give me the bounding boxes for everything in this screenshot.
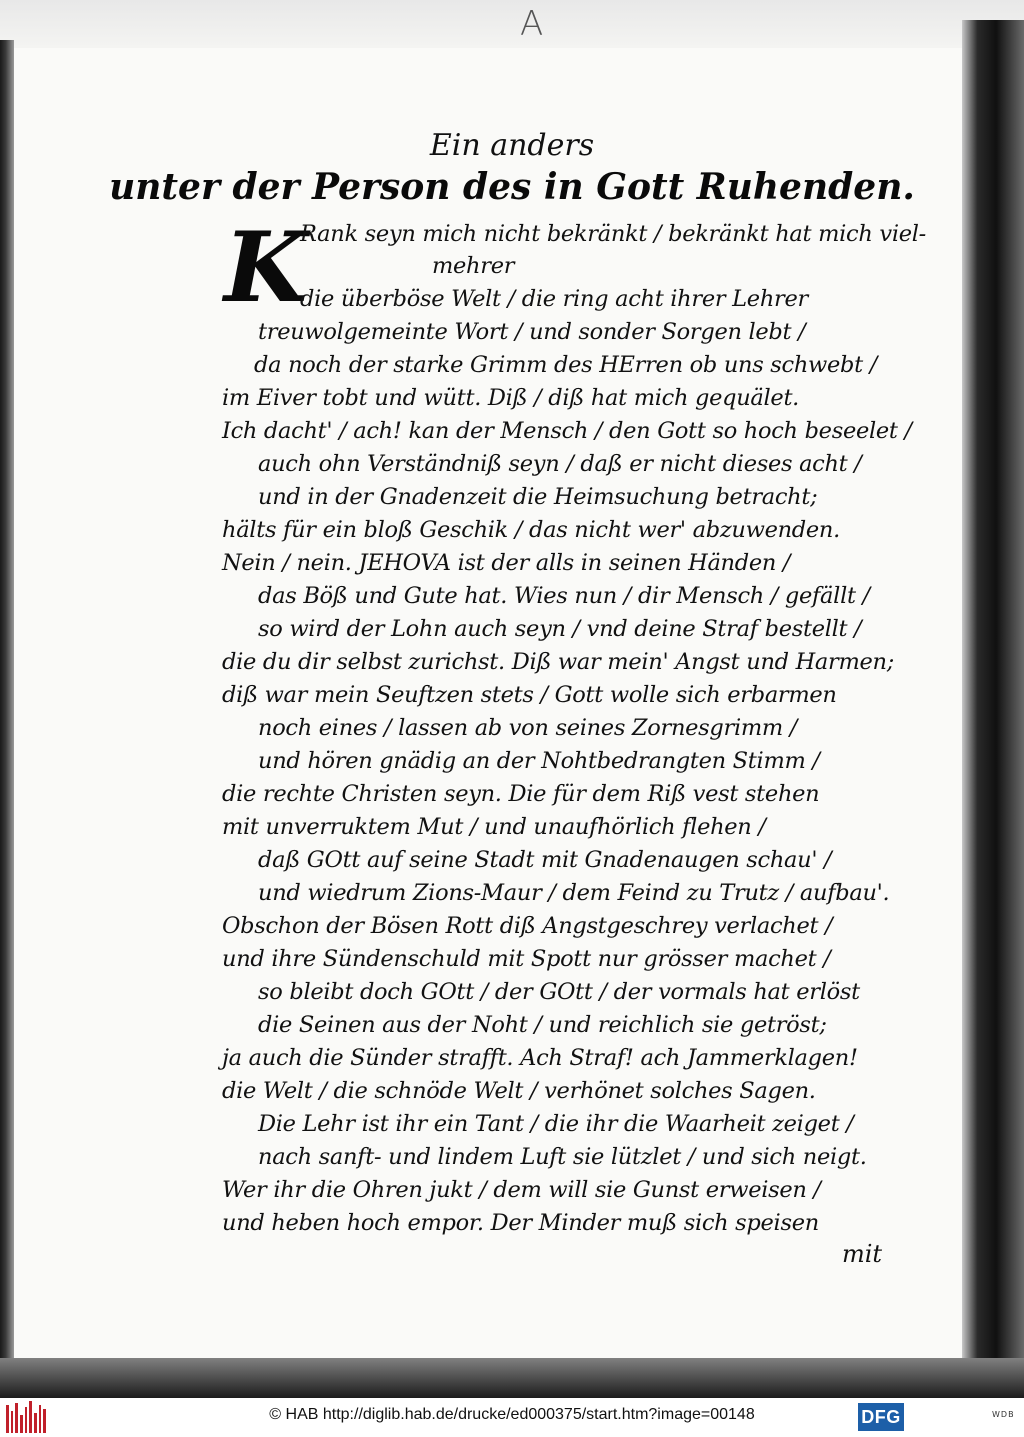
- poem-line: diß war mein Seuftzen stets / Gott wolle sich erbarmen: [222, 682, 837, 708]
- signature-mark: A: [520, 4, 544, 44]
- poem-line: die du dir selbst zurichst. Diß war mein' Angst und Harmen;: [222, 649, 895, 675]
- poem-line: Die Lehr ist ihr ein Tant / die ihr die Waarheit zeiget /: [258, 1111, 854, 1137]
- poem-line: so wird der Lohn auch seyn / vnd deine Straf bestellt /: [258, 616, 862, 642]
- poem-line: Rank seyn mich nicht bekränkt / bekränkt hat mich viel-: [300, 221, 926, 247]
- poem-line: die Welt / die schnöde Welt / verhönet solches Sagen.: [222, 1078, 816, 1104]
- poem-line: treuwolgemeinte Wort / und sonder Sorgen lebt /: [258, 319, 806, 345]
- poem-line: Ich dacht' / ach! kan der Mensch / den Gott so hoch beseelet /: [222, 418, 912, 444]
- drop-cap-initial: K: [224, 211, 308, 324]
- poem-line: hälts für ein bloß Geschik / das nicht wer' abzuwenden.: [222, 517, 840, 543]
- poem-line: da noch der starke Grimm des HErren ob uns schwebt /: [254, 352, 877, 378]
- poem-line: Nein / nein. JEHOVA ist der alls in seinen Händen /: [222, 550, 791, 576]
- poem-line: ja auch die Sünder strafft. Ach Straf! ach Jammerklagen!: [222, 1045, 858, 1071]
- poem-line: und wiedrum Zions-Maur / dem Feind zu Trutz / aufbau'.: [258, 880, 890, 906]
- poem-line: und hören gnädig an der Nohtbedrangten Stimm /: [258, 748, 820, 774]
- poem-line: und ihre Sündenschuld mit Spott nur grösser machet /: [222, 946, 831, 972]
- poem-line: Obschon der Bösen Rott diß Angstgeschrey verlachet /: [222, 913, 833, 939]
- poem-line: daß GOtt auf seine Stadt mit Gnadenaugen schau' /: [258, 847, 832, 873]
- poem-line: auch ohn Verständniß seyn / daß er nicht dieses acht /: [258, 451, 862, 477]
- scan-left-edge: [0, 40, 14, 1360]
- poem-heading-line1: Ein anders: [429, 128, 595, 163]
- wdb-label: WDB: [992, 1410, 1015, 1419]
- scan-bottom-edge: [0, 1358, 1024, 1398]
- footer-bar: [0, 1398, 1024, 1437]
- poem-line: die Seinen aus der Noht / und reichlich sie getröst;: [258, 1012, 827, 1038]
- scan-top-edge: [0, 0, 1024, 48]
- poem-line: mehrer: [432, 253, 515, 279]
- dfg-logo: DFG: [858, 1403, 904, 1431]
- poem-line: und in der Gnadenzeit die Heimsuchung betracht;: [258, 484, 818, 510]
- poem-line: das Böß und Gute hat. Wies nun / dir Mensch / gefällt /: [258, 583, 870, 609]
- poem-line: noch eines / lassen ab von seines Zornesgrimm /: [258, 715, 798, 741]
- poem-line: im Eiver tobt und wütt. Diß / diß hat mich gequälet.: [222, 385, 800, 411]
- poem-line: die rechte Christen seyn. Die für dem Riß vest stehen: [222, 781, 820, 807]
- catchword: mit: [842, 1240, 883, 1268]
- poem-line: nach sanft- und lindem Luft sie lützlet / und sich neigt.: [258, 1144, 867, 1170]
- poem-line: so bleibt doch GOtt / der GOtt / der vormals hat erlöst: [258, 979, 860, 1005]
- poem-heading-line2: unter der Person des in Gott Ruhenden.: [109, 166, 915, 208]
- poem-line: Wer ihr die Ohren jukt / dem will sie Gunst erweisen /: [222, 1177, 821, 1203]
- copyright-url-text[interactable]: © HAB http://diglib.hab.de/drucke/ed000375/start.htm?image=00148: [269, 1406, 755, 1423]
- poem-line: die überböse Welt / die ring acht ihrer Lehrer: [300, 286, 808, 312]
- scan-right-edge: [962, 20, 1024, 1360]
- poem-line: mit unverruktem Mut / und unaufhörlich flehen /: [222, 814, 766, 840]
- poem-line: und heben hoch empor. Der Minder muß sich speisen: [222, 1210, 819, 1236]
